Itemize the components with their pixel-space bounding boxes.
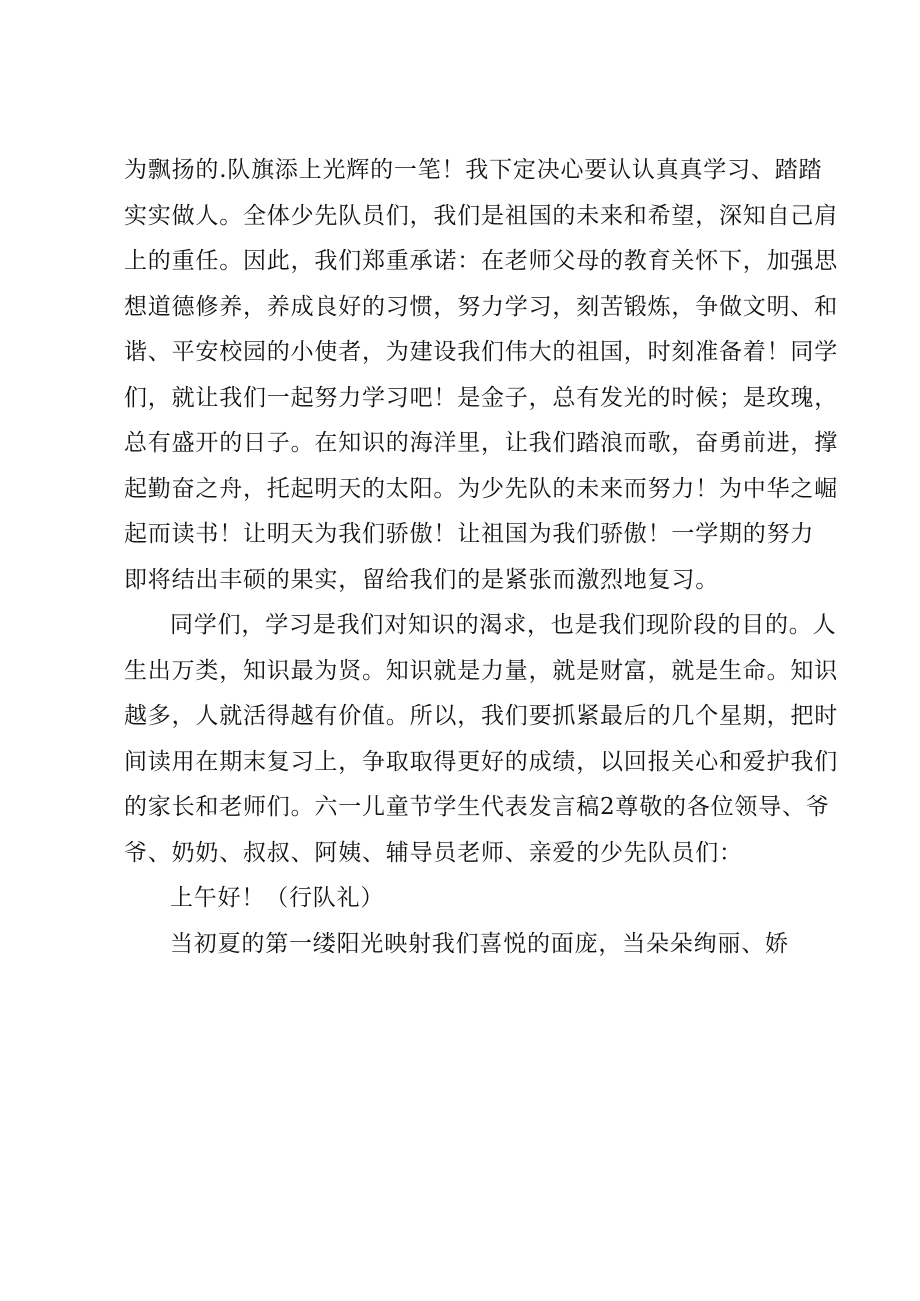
text-line: 想道德修养，养成良好的习惯，努力学习，刻苦锻炼，争做文明、和	[124, 293, 838, 320]
text-line: 起而读书！让明天为我们骄傲！让祖国为我们骄傲！一学期的努力	[124, 521, 815, 547]
text-line: 上午好！（行队礼）	[170, 885, 385, 911]
paragraph-4	[124, 922, 824, 968]
text-line: 上的重任。因此，我们郑重承诺：在老师父母的教育关怀下，加强思	[124, 248, 838, 274]
text-line: 为飘扬的.队旗添上光辉的一笔！我下定决心要认认真真学习、踏踏	[124, 157, 823, 183]
text-line: 爷、奶奶、叔叔、阿姨、辅导员老师、亲爱的少先队员们：	[124, 839, 743, 866]
text-line: 间读用在期末复习上，争取取得更好的成绩，以回报关心和爱护我们	[124, 748, 838, 775]
text-line: 的家长和老师们。六一儿童节学生代表发言稿2尊敬的各位领导、爷	[124, 794, 830, 820]
text-line: 越多，人就活得越有价值。所以，我们要抓紧最后的几个星期，把时	[124, 703, 838, 729]
text-line: 实实做人。全体少先队员们，我们是祖国的未来和希望，深知自己肩	[124, 202, 838, 229]
text-line: 起勤奋之舟，托起明天的太阳。为少先队的未来而努力！为中华之崛	[124, 475, 838, 502]
paragraph-2	[124, 603, 838, 876]
text-line: 总有盛开的日子。在知识的海洋里，让我们踏浪而歌，奋勇前进，撑	[124, 430, 838, 456]
paragraph-3	[124, 876, 824, 922]
text-line: 谐、平安校园的小使者，为建设我们伟大的祖国，时刻准备着！同学	[124, 339, 838, 365]
document-body	[124, 148, 838, 967]
text-line: 即将结出丰硕的果实，留给我们的是紧张而激烈地复习。	[124, 566, 719, 593]
text-line: 生出万类，知识最为贤。知识就是力量，就是财富，就是生命。知识	[124, 657, 838, 684]
text-line: 同学们，学习是我们对知识的渴求，也是我们现阶段的目的。人	[170, 612, 837, 638]
paragraph-1	[124, 148, 838, 603]
text-line: 当初夏的第一缕阳光映射我们喜悦的面庞，当朵朵绚丽、娇	[170, 930, 789, 957]
text-line: 们，就让我们一起努力学习吧！是金子，总有发光的时候；是玫瑰，	[124, 384, 838, 411]
